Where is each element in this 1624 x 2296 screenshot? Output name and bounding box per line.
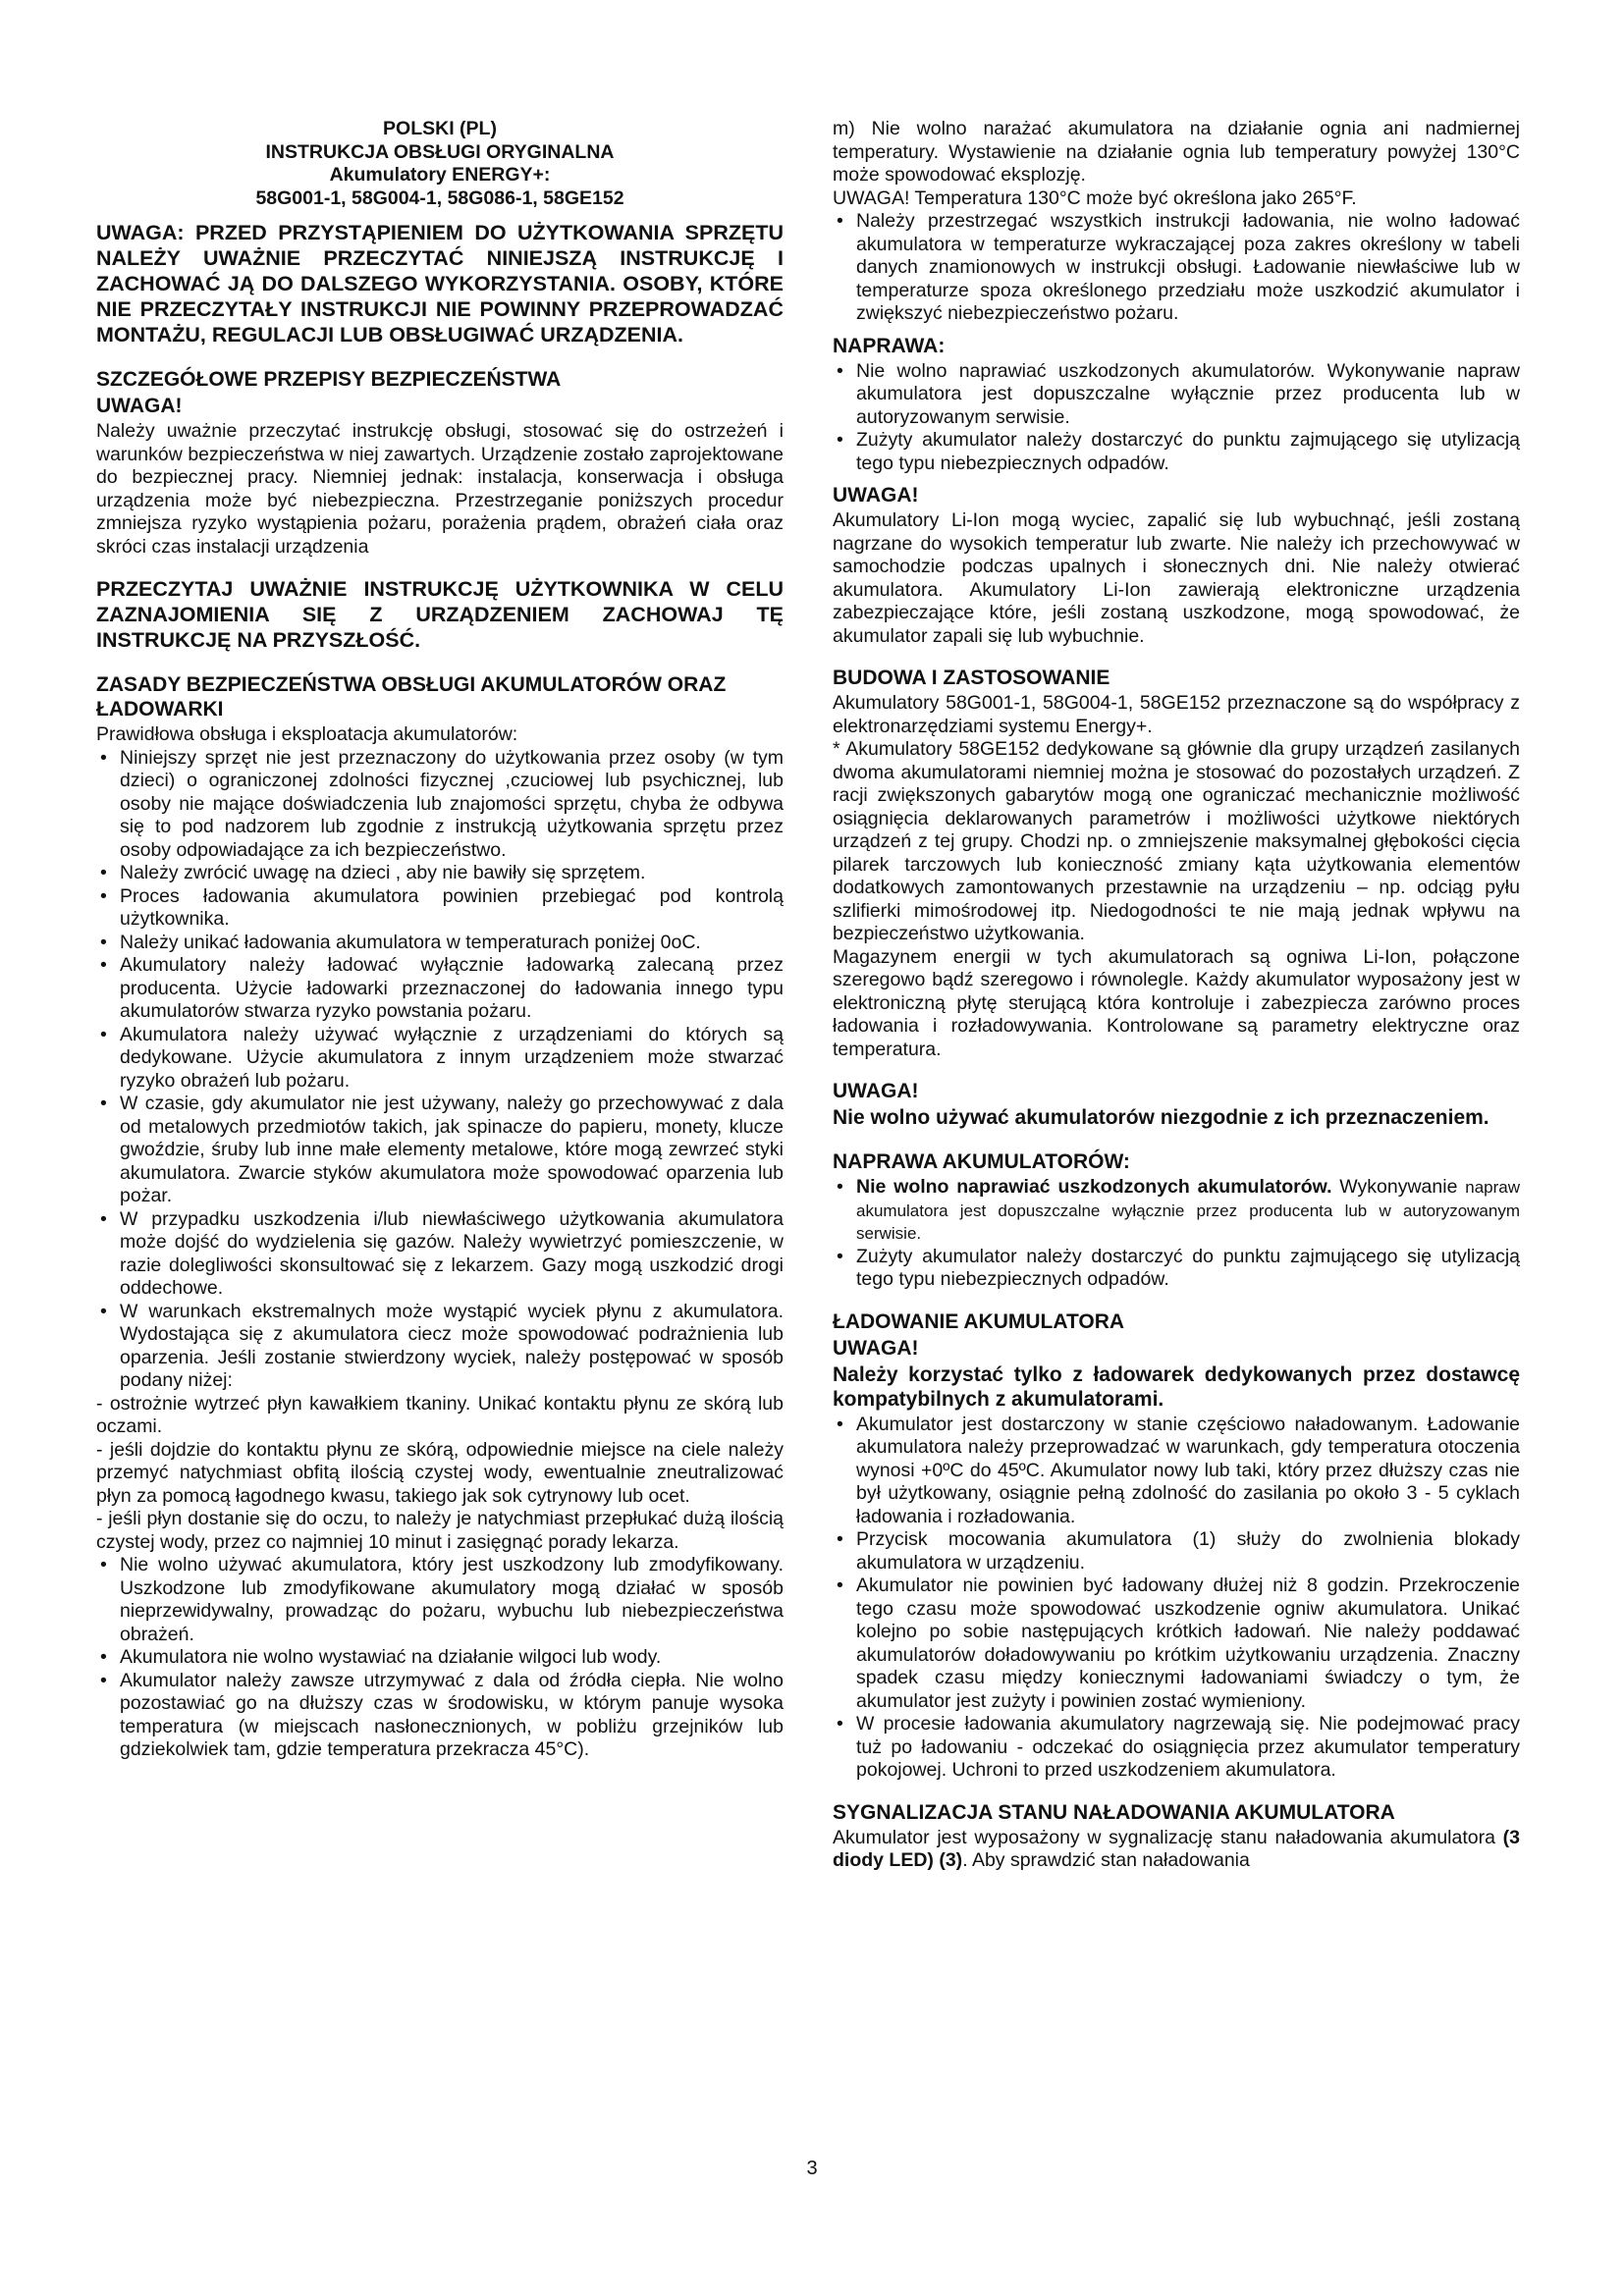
- list-item: • Proces ładowania akumulatora powinien przebiegać pod kontrolą użytkownika.: [96, 885, 784, 932]
- charging-uwaga: UWAGA!: [833, 1336, 919, 1360]
- build-paragraph-2: * Akumulatory 58GE152 dedykowane są głównie dla grupy urządzeń zasilanych dwoma akumulatorami niemniej można je stosować do pozostałych urządzeń. Z racji zwiększonych gabarytów mogą one ograniczać mechanicznie możliwość osiągnięcia deklarowanych parametrów i możliwości użytkowe niektórych urządzeń z tej grupy. Chodzi np. o zmniejszenie maksymalnej głębokości cięcia pilarek tarczowych lub konieczność zmiany kąta użytkowania elementów dodatkowych zamontowanych przestawnie na urządzeniu – np. odciąg pyłu szlifierki mimośrodowej itp. Niedogodności te nie mają jednak wpływu na bezpieczeństwo użytkowania.: [833, 738, 1520, 944]
- liion-uwaga: UWAGA!: [833, 484, 919, 507]
- list-item: • Należy przestrzegać wszystkich instrukcji ładowania, nie wolno ładować akumulatora w temperaturze wykraczającej poza zakres określony w tabeli danych znamionowych w instrukcji obsługi. Ładowanie niewłaściwe lub w temperaturze spoza określonego przedziału może uszkodzić akumulator i zwiększyć niebezpieczeństwo pożaru.: [833, 210, 1520, 326]
- repair2-small: napraw akumulatora jest dopuszczalne wyłącznie przez producenta lub w autoryzowanym serwisie.: [856, 1178, 1520, 1243]
- title-block: [96, 118, 784, 210]
- safety-uwaga: UWAGA!: [96, 395, 183, 417]
- safety-heading: SZCZEGÓŁOWE PRZEPISY BEZPIECZEŃSTWA: [96, 368, 562, 391]
- repair2-list: [833, 1176, 1520, 1292]
- signal-text-b: . Aby sprawdzić stan naładowania: [962, 1849, 1250, 1871]
- rules-list-2: [96, 1554, 784, 1762]
- list-item: • Należy unikać ładowania akumulatora w temperaturach poniżej 0oC.: [96, 932, 784, 955]
- charge-rules-list: [833, 210, 1520, 326]
- repair-list: [833, 360, 1520, 476]
- repair-heading: NAPRAWA:: [833, 334, 946, 357]
- build-heading: BUDOWA I ZASTOSOWANIE: [833, 667, 1110, 689]
- build-paragraph-1: Akumulatory 58G001-1, 58G004-1, 58GE152 przeznaczone są do współpracy z elektronarzędziami systemu Energy+.: [833, 692, 1520, 737]
- right-column: [833, 118, 1520, 1873]
- leak-step: - jeśli płyn dostanie się do oczu, to należy je natychmiast przepłukać dużą ilością czystej wody, przez co najmniej 10 minut i zasięgnąć porady lekarza.: [96, 1508, 784, 1553]
- list-item: • Zużyty akumulator należy dostarczyć do punktu zajmującego się utylizacją tego typu niebezpiecznych odpadów.: [833, 429, 1520, 475]
- rules-intro: Prawidłowa obsługa i eksploatacja akumulatorów:: [96, 723, 518, 745]
- list-item: [833, 1176, 1520, 1246]
- list-item: • Nie wolno używać akumulatora, który jest uszkodzony lub zmodyfikowany. Uszkodzone lub zmodyfikowane akumulatory mogą działać w sposób nieprzewidywalny, prowadząc do pożaru, wybuchu lub niebezpieczeństwa obrażeń.: [96, 1554, 784, 1646]
- rules-list: [96, 747, 784, 1393]
- signal-ref: (3): [939, 1849, 963, 1871]
- leak-step: - ostrożnie wytrzeć płyn kawałkiem tkaniny. Unikać kontaktu płynu ze skórą lub oczami.: [96, 1392, 784, 1437]
- liion-text: Akumulatory Li-Ion mogą wyciec, zapalić się lub wybuchnąć, jeśli zostaną nagrzane do wysokich temperatur lub zwarte. Nie należy ich przechowywać w samochodzie podczas upalnych i słonecznych dni. Nie należy otwierać akumulatora. Akumulatory Li-Ion zawierają elektroniczne urządzenia zabezpieczające które, jeśli zostaną uszkodzone, mogą spowodować, że akumulator zapali się lub wybuchnie.: [833, 509, 1520, 647]
- product-title: Akumulatory ENERGY+:: [329, 164, 551, 186]
- misuse-uwaga: UWAGA!: [833, 1080, 919, 1102]
- list-item: • W przypadku uszkodzenia i/lub niewłaściwego użytkowania akumulatora może dojść do wydzielenia się gazów. Należy wywietrzyć pomieszczenie, w razie dolegliwości skonsultować się z lekarzem. Gazy mogą uszkodzić drogi oddechowe.: [96, 1208, 784, 1301]
- list-item: • Niniejszy sprzęt nie jest przeznaczony do użytkowania przez osoby (w tym dzieci) o ograniczonej zdolności fizycznej ,czuciowej lub psychicznej, lub osoby nie mające doświadczenia lub znajomości sprzętu, chyba że odbywa się to pod nadzorem lub zgodnie z instrukcją użytkowania sprzętu przez osoby odpowiadające za ich bezpieczeństwo.: [96, 747, 784, 863]
- list-item: • W procesie ładowania akumulatory nagrzewają się. Nie podejmować pracy tuż po ładowaniu - odczekać do osiągnięcia przez akumulator temperatury pokojowej. Uchroni to przed uszkodzeniem akumulatora.: [833, 1713, 1520, 1783]
- charging-list: [833, 1414, 1520, 1783]
- list-item: • Zużyty akumulator należy dostarczyć do punktu zajmującego się utylizacją tego typu niebezpiecznych odpadów.: [833, 1246, 1520, 1292]
- list-item: • W warunkach ekstremalnych może wystąpić wyciek płynu z akumulatora. Wydostająca się z akumulatora ciecz może spowodować podrażnienia lub oparzenia. Jeśli zostanie stwierdzony wyciek, należy postępować w sposób podany niżej:: [96, 1301, 784, 1393]
- repair2-bold: Nie wolno naprawiać uszkodzonych akumulatorów.: [856, 1176, 1332, 1198]
- signal-text-a: Akumulator jest wyposażony w sygnalizację stanu naładowania akumulatora: [833, 1826, 1503, 1848]
- fire-note: UWAGA! Temperatura 130°C może być określona jako 265°F.: [833, 187, 1357, 209]
- safety-text: Należy uważnie przeczytać instrukcję obsługi, stosować się do ostrzeżeń i warunków bezpieczeństwa w niej zawartych. Urządzenie zostało zaprojektowane do bezpiecznej pracy. Niemniej jednak: instalacja, konserwacja i obsługa urządzenia może być niebezpieczna. Przestrzeganie poniższych procedur zmniejsza ryzyko wystąpienia pożaru, porażenia prądem, obrażeń ciała oraz skróci czas instalacji urządzenia: [96, 420, 784, 558]
- list-item: • Należy zwrócić uwagę na dzieci , aby nie bawiły się sprzętem.: [96, 862, 784, 885]
- list-item: • W czasie, gdy akumulator nie jest używany, należy go przechowywać z dala od metalowych przedmiotów takich, jak spinacze do papieru, monety, klucze gwoździe, śruby lub inne małe elementy metalowe, które mogą zewrzeć styki akumulatora. Zwarcie styków akumulatora może spowodować oparzenia lub pożar.: [96, 1093, 784, 1208]
- misuse-text: Nie wolno używać akumulatorów niezgodnie z ich przeznaczeniem.: [833, 1106, 1489, 1129]
- charging-warning: Należy korzystać tylko z ładowarek dedykowanych przez dostawcę kompatybilnych z akumulatorami.: [833, 1362, 1520, 1411]
- left-column: [96, 118, 784, 1762]
- list-item: • Akumulator należy zawsze utrzymywać z dala od źródła ciepła. Nie wolno pozostawiać go na dłuższy czas w środowisku, w którym panuje wysoka temperatura (w miejscach nasłonecznionych, w pobliżu grzejników lub gdziekolwiek tam, gdzie temperatura przekracza 45°C).: [96, 1670, 784, 1762]
- signal-led-count: (3 diody LED): [833, 1826, 1520, 1871]
- repair2-heading: NAPRAWA AKUMULATORÓW:: [833, 1150, 1130, 1173]
- build-paragraph-3: Magazynem energii w tych akumulatorach są ogniwa Li-Ion, połączone szeregowo bądź szeregowo i równolegle. Każdy akumulator wyposażony jest w elektroniczną płytę sterującą która kontroluje i zabezpiecza zarówno proces ładowania i rozładowywania. Kontrolowane są parametry elektryczne oraz temperatura.: [833, 945, 1520, 1060]
- signal-heading: SYGNALIZACJA STANU NAŁADOWANIA AKUMULATORA: [833, 1800, 1395, 1824]
- manual-title: INSTRUKCJA OBSŁUGI ORYGINALNA: [265, 140, 615, 163]
- list-item: • Akumulatora należy używać wyłącznie z urządzeniami do których są dedykowane. Użycie akumulatora z innym urządzeniem może stwarzać ryzyko obrażeń lub pożaru.: [96, 1024, 784, 1094]
- list-item: • Akumulatora nie wolno wystawiać na działanie wilgoci lub wody.: [96, 1646, 784, 1670]
- repair2-rest: Wykonywanie: [1339, 1176, 1458, 1198]
- model-numbers: 58G001-1, 58G004-1, 58G086-1, 58GE152: [255, 187, 624, 209]
- list-item: • Nie wolno naprawiać uszkodzonych akumulatorów. Wykonywanie napraw akumulatora jest dopuszczalne wyłącznie przez producenta lub w autoryzowanym serwisie.: [833, 360, 1520, 430]
- read-heading: PRZECZYTAJ UWAŻNIE INSTRUKCJĘ UŻYTKOWNIKA W CELU ZAZNAJOMIENIA SIĘ Z URZĄDZENIEM ZACHOWAJ TĘ INSTRUKCJĘ NA PRZYSZŁOŚĆ.: [96, 577, 784, 652]
- fire-paragraph: m) Nie wolno narażać akumulatora na działanie ognia ani nadmiernej temperatury. Wystawienie na działanie ognia lub temperatury powyżej 130°C może spowodować eksplozję.: [833, 118, 1520, 186]
- list-item: • Akumulatory należy ładować wyłącznie ładowarką zalecaną przez producenta. Użycie ładowarki przeznaczonej do ładowania innego typu akumulatorów stwarza ryzyko powstania pożaru.: [96, 954, 784, 1024]
- leak-step: - jeśli dojdzie do kontaktu płynu ze skórą, odpowiednie miejsce na ciele należy przemyć natychmiast obfitą ilością czystej wody, ewentualnie zneutralizować płyn za pomocą łagodnego kwasu, takiego jak sok cytrynowy lub ocet.: [96, 1438, 784, 1507]
- language-title: POLSKI (PL): [383, 118, 497, 139]
- list-item: • Akumulator nie powinien być ładowany dłużej niż 8 godzin. Przekroczenie tego czasu może spowodować uszkodzenie ogniw akumulatora. Unikać kolejno po sobie następujących krótkich ładowań. Nie należy poddawać akumulatorów doładowywaniu po krótkim użytkowaniu urządzenia. Znaczny spadek czasu między koniecznymi ładowaniami świadczy o tym, że akumulator jest zużyty i powinien zostać wymieniony.: [833, 1575, 1520, 1713]
- list-item: • Akumulator jest dostarczony w stanie częściowo naładowanym. Ładowanie akumulatora należy przeprowadzać w warunkach, gdy temperatura otoczenia wynosi +0ºC do 45ºC. Akumulator nowy lub taki, który przez dłuższy czas nie był użytkowany, osiągnie pełną zdolność do zasilania po około 3 - 5 cyklach ładowania i rozładowania.: [833, 1414, 1520, 1529]
- page-number: 3: [806, 2158, 818, 2179]
- main-warning: UWAGA: PRZED PRZYSTĄPIENIEM DO UŻYTKOWANIA SPRZĘTU NALEŻY UWAŻNIE PRZECZYTAĆ NINIEJSZĄ INSTRUKCJĘ I ZACHOWAĆ JĄ DO DALSZEGO WYKORZYSTANIA. OSOBY, KTÓRE NIE PRZECZYTAŁY INSTRUKCJI NIE POWINNY PRZEPROWADZAĆ MONTAŻU, REGULACJI LUB OBSŁUGIWAĆ URZĄDZENIA.: [96, 221, 784, 347]
- signal-text: [833, 1827, 1520, 1873]
- charging-heading: ŁADOWANIE AKUMULATORA: [833, 1309, 1125, 1333]
- rules-heading: ZASADY BEZPIECZEŃSTWA OBSŁUGI AKUMULATORÓW ORAZ ŁADOWARKI: [96, 673, 727, 721]
- list-item: • Przycisk mocowania akumulatora (1) służy do zwolnienia blokady akumulatora w urządzeniu.: [833, 1528, 1520, 1575]
